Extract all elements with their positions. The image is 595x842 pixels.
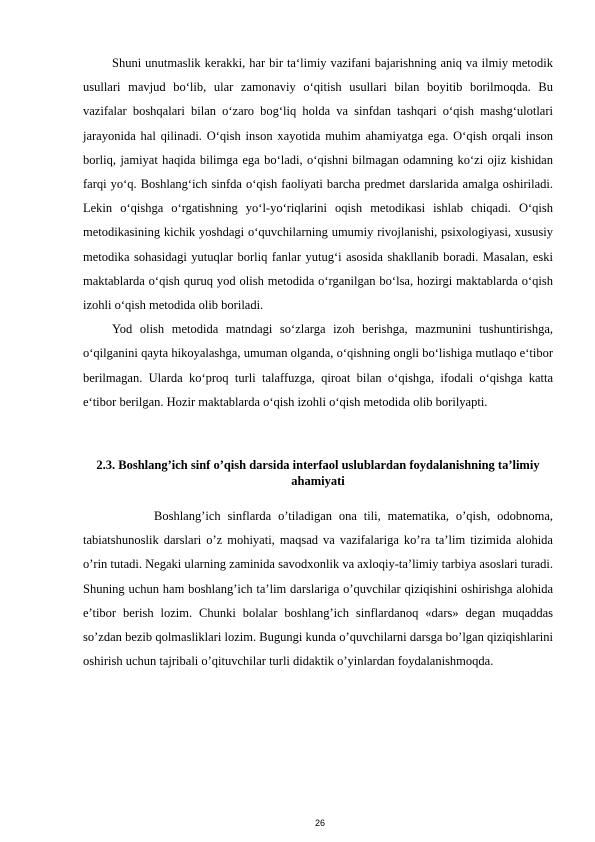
body-paragraph: Yod olish metodida matndagi so‘zlarga izoh berishga, mazmunini tushuntirishga, o‘qilganini qayta hikoyalashga, umuman olganda, o‘qishning ongli bo‘lishiga mutlaqo e‘tibor berilmagan. Ularda ko‘proq turli talaffuzga, qiroat bilan o‘qishga, ifodali o‘qishga katta e‘tibor berilgan. Hozir maktablarda o‘qish izohli o‘qish metodida olib borilyapti.: [83, 322, 553, 409]
page-body: [83, 51, 553, 673]
section-heading: 2.3. Boshlang’ich sinf o’qish darsida interfaol uslublardan foydalanishning ta’limiy ahamiyati: [96, 458, 540, 489]
body-paragraph: Shuni unutmaslik kerakki, har bir ta‘limiy vazifani bajarishning aniq va ilmiy metodik usullari mavjud bo‘lib, ular zamonaviy o‘qitish usullari bilan boyitib borilmoqda. Bu vazifalar boshqalari bilan o‘zaro bog‘liq holda va sinfdan tashqari o‘qish mashg‘ulotlari jarayonida hal qilinadi. O‘qish inson xayotida muhim ahamiyatga ega. O‘qish orqali inson borliq, jamiyat haqida bilimga ega bo‘ladi, o‘qishni bilmagan odamning ko‘zi ojiz kishidan farqi yo‘q. Boshlang‘ich sinfda o‘qish faoliyati barcha predmet darslarida amalga oshiriladi. Lekin o‘qishga o‘rgatishning yo‘l-yo‘riqlarini oqish metodikasi ishlab chiqadi. O‘qish metodikasining kichik yoshdagi o‘quvchilarning umumiy rivojlanishi, psixologiyasi, xususiy metodika sohasidagi yutuqlar borliq fanlar yutug‘i asosida shakllanib boradi. Masalan, eski maktablarda o‘qish quruq yod olish metodida o‘rganilgan bo‘lsa, hozirgi maktablarda o‘qish izohli o‘qish metodida olib boriladi.: [83, 56, 553, 313]
body-paragraph: Boshlang’ich sinflarda o’tiladigan ona tili, matematika, o’qish, odobnoma, tabiatshunoslik darslari o’z mohiyati, maqsad va vazifalariga ko’ra ta’lim tizimida alohida o’rin tutadi. Negaki ularning zaminida savodxonlik va axloqiy-ta’limiy tarbiya asoslari turadi. Shuning uchun ham boshlang’ich ta’lim darslariga o’quvchilar qiziqishini oshirishga alohida e’tibor berish lozim. Chunki bolalar boshlang’ich sinflardanoq «dars» degan muqaddas so’zdan bezib qolmasliklari lozim. Bugungi kunda o’quvchilarni darsga bo’lgan qiziqishlarini oshirish uchun tajribali o’qituvchilar turli didaktik o’yinlardan foydalanishmoqda.: [83, 509, 554, 669]
page-number: 26: [314, 818, 325, 828]
